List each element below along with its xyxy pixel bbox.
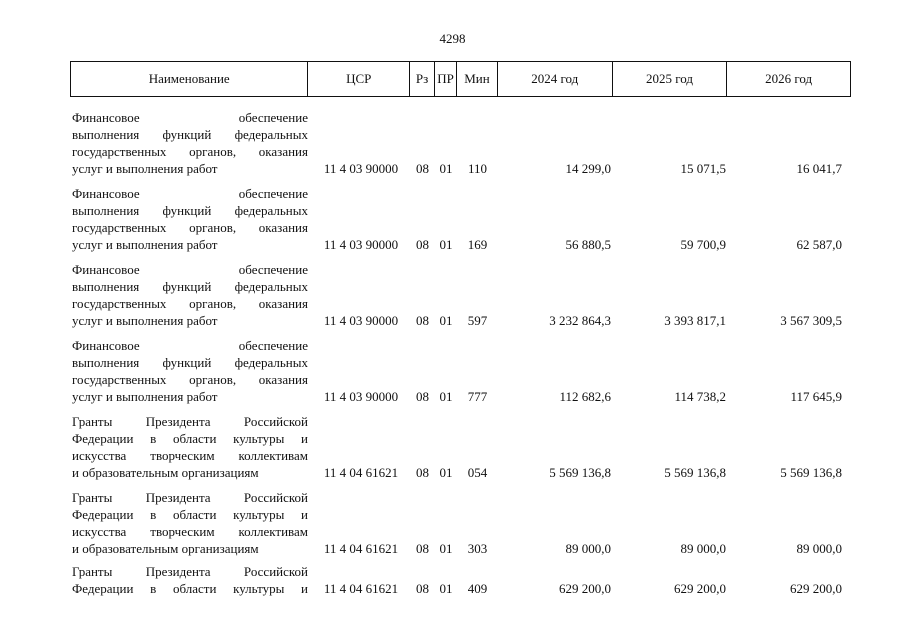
row-2025: 15 071,5 [680, 161, 726, 176]
header-name: Наименование [71, 62, 308, 96]
row-name-line: государственных органов, оказания [72, 372, 308, 387]
row-min: 303 [467, 541, 488, 556]
row-name-line: услуг и выполнения работ [72, 389, 218, 404]
table-row [70, 255, 851, 331]
header-rz: Рз [410, 62, 435, 96]
table-body [70, 103, 851, 599]
row-name-line: выполнения функций федеральных [72, 203, 308, 218]
row-name [70, 413, 308, 481]
row-name [70, 489, 308, 557]
row-csr: 11 4 04 61621 [323, 581, 399, 596]
header-2026: 2026 год [765, 71, 813, 86]
row-2024: 89 000,0 [565, 541, 611, 556]
row-min: 777 [467, 389, 488, 404]
row-2025: 114 738,2 [674, 389, 726, 404]
row-min: 054 [467, 465, 488, 480]
row-csr: 11 4 03 90000 [323, 161, 399, 176]
row-csr: 11 4 04 61621 [323, 541, 399, 556]
row-name [70, 337, 308, 405]
table-row [70, 559, 851, 599]
row-name-line: выполнения функций федеральных [72, 279, 308, 294]
row-min: 597 [467, 313, 488, 328]
row-name-line: и образовательным организациям [72, 541, 259, 556]
table-row [70, 331, 851, 407]
row-rz: 08 [416, 161, 429, 176]
row-name-line: услуг и выполнения работ [72, 161, 218, 176]
header-min: Мин [457, 62, 498, 96]
row-2024: 5 569 136,8 [549, 465, 611, 480]
row-name-line: Финансовое обеспечение [72, 262, 308, 277]
row-name-line: Федерации в области культуры и [72, 507, 308, 522]
row-name [70, 261, 308, 329]
row-name-line: Финансовое обеспечение [72, 186, 308, 201]
row-name-line: государственных органов, оказания [72, 220, 308, 235]
table-row [70, 179, 851, 255]
row-name-line: Гранты Президента Российской [72, 490, 308, 505]
row-pr: 01 [439, 313, 453, 328]
row-pr: 01 [439, 541, 453, 556]
row-name [70, 563, 308, 597]
header-pr: ПР [435, 62, 457, 96]
row-2026: 5 569 136,8 [780, 465, 842, 480]
row-2026: 89 000,0 [796, 541, 842, 556]
header-2025: 2025 год [613, 62, 728, 96]
row-2024: 14 299,0 [565, 161, 611, 176]
table-row [70, 103, 851, 179]
row-name-line: и образовательным организациям [72, 465, 259, 480]
row-2025: 89 000,0 [680, 541, 726, 556]
row-name [70, 109, 308, 177]
row-csr: 11 4 03 90000 [323, 313, 399, 328]
page-number: 4298 [439, 31, 466, 46]
row-pr: 01 [439, 389, 453, 404]
row-name-line: Финансовое обеспечение [72, 110, 308, 125]
row-rz: 08 [416, 581, 429, 596]
row-name-line: Гранты Президента Российской [72, 414, 308, 429]
row-min: 110 [467, 161, 488, 176]
row-2024: 56 880,5 [565, 237, 611, 252]
row-name-line: Гранты Президента Российской [72, 564, 308, 579]
row-name-line: выполнения функций федеральных [72, 127, 308, 142]
row-2026: 16 041,7 [796, 161, 842, 176]
row-csr: 11 4 03 90000 [323, 237, 399, 252]
row-name-line: государственных органов, оказания [72, 296, 308, 311]
row-csr: 11 4 04 61621 [323, 465, 399, 480]
row-2025: 629 200,0 [674, 581, 726, 596]
row-csr: 11 4 03 90000 [323, 389, 399, 404]
header-2024: 2024 год [498, 62, 613, 96]
row-name-line: выполнения функций федеральных [72, 355, 308, 370]
table-row [70, 407, 851, 483]
row-pr: 01 [439, 161, 453, 176]
row-rz: 08 [416, 465, 429, 480]
row-min: 169 [467, 237, 488, 252]
row-name-line: искусства творческим коллективам [72, 524, 308, 539]
row-pr: 01 [439, 581, 453, 596]
row-name-line: услуг и выполнения работ [72, 237, 218, 252]
table-header [70, 61, 851, 97]
row-rz: 08 [416, 237, 429, 252]
row-2025: 5 569 136,8 [664, 465, 726, 480]
row-2024: 629 200,0 [559, 581, 611, 596]
row-name-line: искусства творческим коллективам [72, 448, 308, 463]
row-name-line: услуг и выполнения работ [72, 313, 218, 328]
row-rz: 08 [416, 389, 429, 404]
row-2024: 112 682,6 [559, 389, 611, 404]
table-row [70, 483, 851, 559]
row-2026: 3 567 309,5 [780, 313, 842, 328]
row-2024: 3 232 864,3 [549, 313, 611, 328]
row-pr: 01 [439, 465, 453, 480]
row-name-line: Федерации в области культуры и [72, 431, 308, 446]
row-2025: 3 393 817,1 [664, 313, 726, 328]
row-rz: 08 [416, 541, 429, 556]
row-pr: 01 [439, 237, 453, 252]
row-rz: 08 [416, 313, 429, 328]
row-2026: 117 645,9 [790, 389, 842, 404]
row-2025: 59 700,9 [680, 237, 726, 252]
row-name-line: Федерации в области культуры и [72, 581, 308, 596]
row-name-line: Финансовое обеспечение [72, 338, 308, 353]
header-csr: ЦСР [308, 62, 410, 96]
row-2026: 62 587,0 [796, 237, 842, 252]
row-min: 409 [467, 581, 488, 596]
row-name [70, 185, 308, 253]
row-2026: 629 200,0 [790, 581, 842, 596]
row-name-line: государственных органов, оказания [72, 144, 308, 159]
